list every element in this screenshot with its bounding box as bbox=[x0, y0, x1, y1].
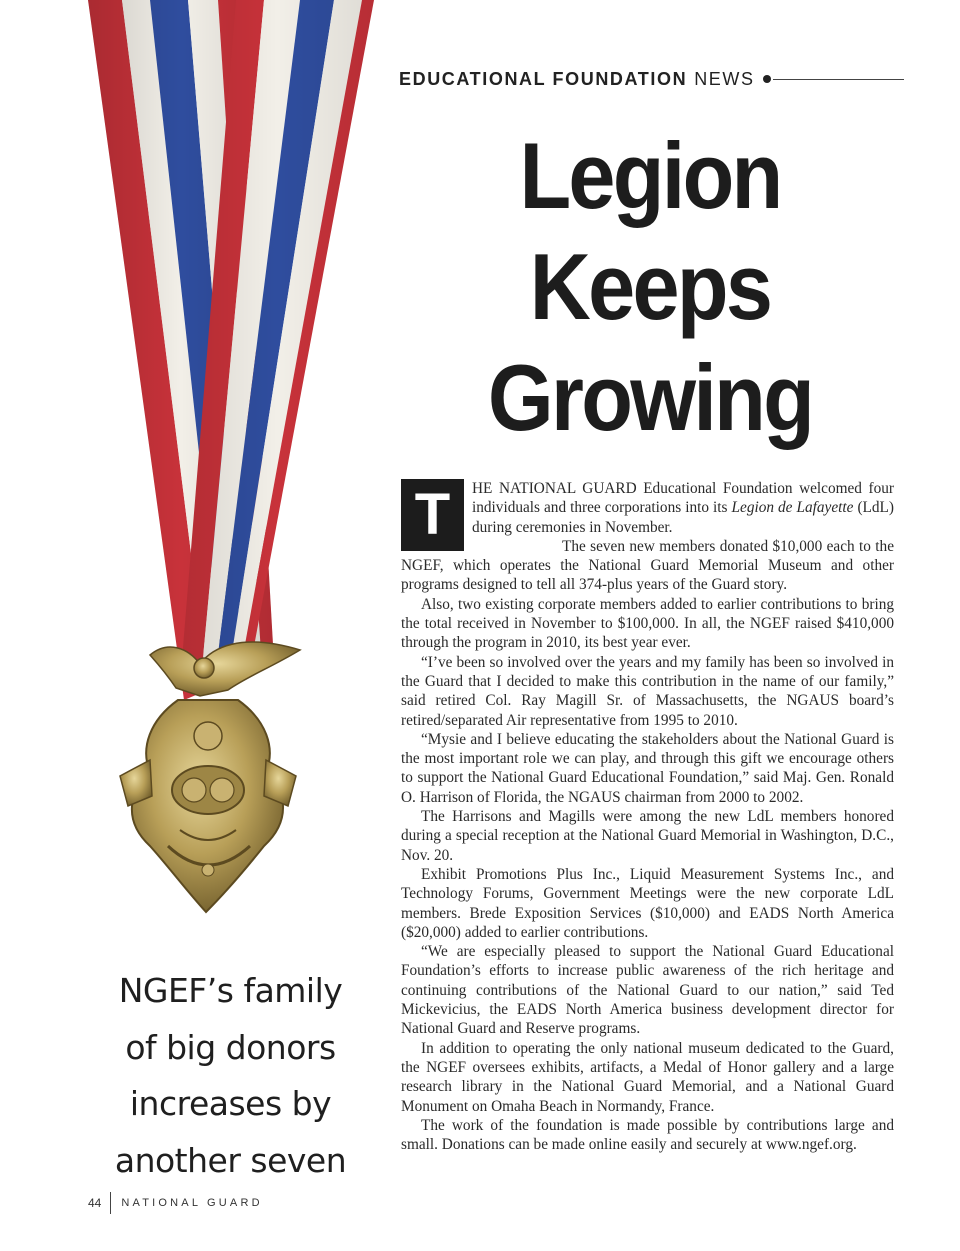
legion-medal-image bbox=[0, 0, 400, 960]
paragraph-5: “Mysie and I believe educating the stakeholders about the National Guard is the most important role we can play, and through this gift we encourage others to support the National Guard Educational Foundation,” said Maj. Gen. Ronald O. Harrison of Florida, the NGAUS chairman from 2000 to 2002. bbox=[401, 730, 894, 806]
pull-quote bbox=[108, 963, 353, 1189]
paragraph-10: The work of the foundation is made possible by contributions large and small. Donations can be made online easily and securely at www.ngef.org. bbox=[401, 1116, 894, 1154]
section-header bbox=[399, 66, 904, 92]
legion-name: Legion de Lafayette bbox=[731, 499, 854, 517]
headline-line-2: Keeps bbox=[529, 234, 771, 339]
paragraph-6: The Harrisons and Magills were among the new LdL members honored during a special reception at the National Guard Memorial in Washington, D.C., Nov. 20. bbox=[401, 808, 894, 864]
paragraph-7: Exhibit Promotions Plus Inc., Liquid Measurement Systems Inc., and Technology Forums, Government Meetings were the new corporate LdL members. Brede Exposition Services ($10,000) and EADS North America ($20,000) added to earlier contributions. bbox=[401, 865, 894, 941]
paragraph-4: “I’ve been so involved over the years and my family has been so involved in the Guard that I decided to make this contribution in the name of our family,” said retired Col. Ray Magill Sr. of Massachusetts, the NGAUS board’s retired/separated Air representative from 1995 to 2010. bbox=[401, 653, 894, 729]
paragraph-1-end: (LdL) during ceremonies in November. bbox=[472, 499, 894, 536]
paragraph-1 bbox=[401, 479, 894, 537]
drop-cap: T bbox=[401, 479, 464, 551]
pull-quote-line-2: of big donors bbox=[125, 1027, 336, 1067]
pull-quote-line-4: another seven bbox=[114, 1140, 347, 1180]
footer-divider bbox=[110, 1192, 111, 1214]
publication-name: NATIONAL GUARD bbox=[121, 1197, 263, 1209]
medal-badge bbox=[120, 642, 300, 912]
paragraph-8: “We are especially pleased to support the National Guard Educational Foundation’s efforts to increase public awareness of the rich heritage and continuing contributions of the National Guard to our nation,” said Ted Mickevicius, the EADS North America business development director for National Guard and Reserve programs. bbox=[401, 943, 894, 1038]
headline-line-1: Legion bbox=[519, 123, 781, 228]
page-number: 44 bbox=[88, 1196, 102, 1210]
pull-quote-line-3: increases by bbox=[129, 1084, 332, 1123]
pull-quote-line-1: NGEF’s family bbox=[118, 971, 343, 1010]
section-header-light: NEWS bbox=[694, 68, 755, 89]
page-footer bbox=[88, 1192, 263, 1214]
header-rule bbox=[773, 79, 904, 80]
article-headline bbox=[440, 120, 860, 453]
paragraph-9: In addition to operating the only national museum dedicated to the Guard, the NGEF oversees exhibits, artifacts, a Medal of Honor gallery and a large research library in the National Guard Memorial, and a National Guard Monument on Omaha Beach in Normandy, France. bbox=[401, 1039, 894, 1115]
paragraph-1-text: HE NATIONAL GUARD Educational Foundation welcomed four individuals and three corporations into its bbox=[472, 480, 894, 517]
headline-line-3: Growing bbox=[487, 345, 813, 450]
bullet-dot-icon bbox=[763, 75, 771, 83]
section-header-bold: EDUCATIONAL FOUNDATION bbox=[399, 68, 688, 89]
article-body bbox=[401, 479, 894, 1154]
paragraph-3: Also, two existing corporate members added to earlier contributions to bring the total received in November to $100,000. In all, the NGEF raised $410,000 through the program in 2010, its best year ever. bbox=[401, 595, 894, 652]
paragraph-2: The seven new members donated $10,000 each to the NGEF, which operates the National Guard Memorial Museum and other programs designed to tell all 374-plus years of the Guard story. bbox=[401, 537, 894, 594]
